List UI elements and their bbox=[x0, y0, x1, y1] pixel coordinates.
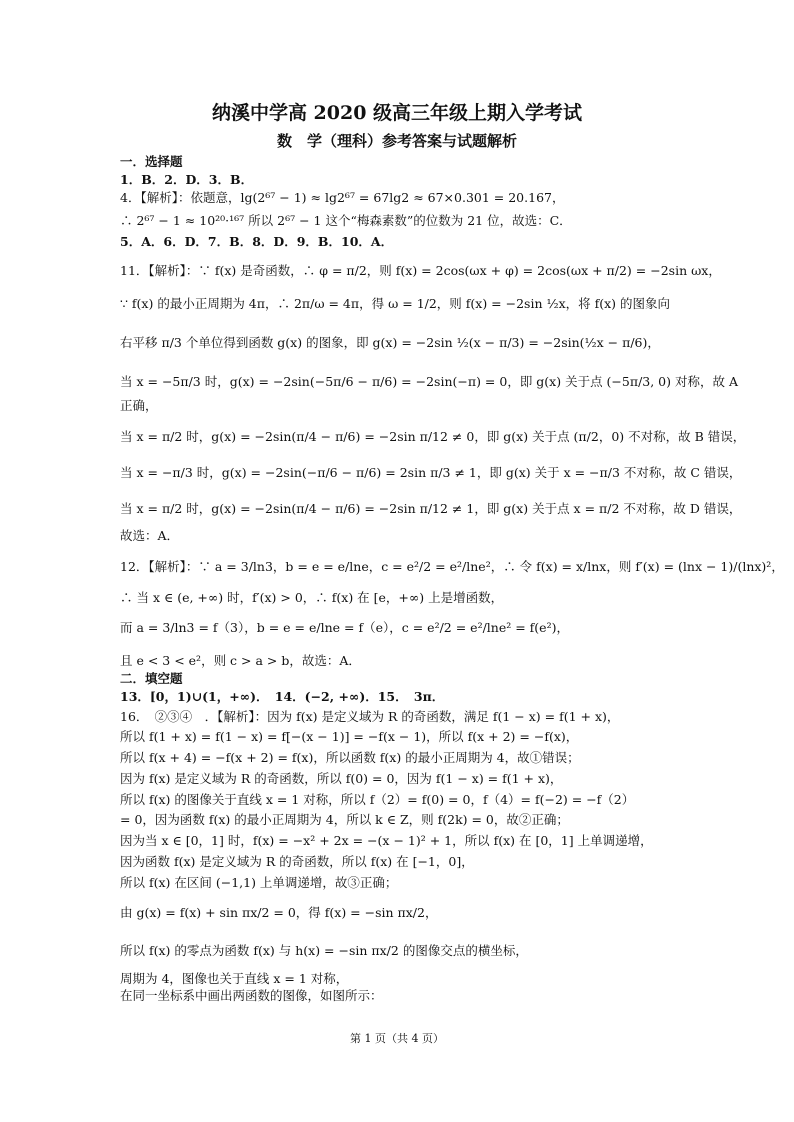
solution-line: 所以 f(x + 4) = −f(x + 2) = f(x)，所以函数 f(x) 的最小正周期为 4，故①错误； bbox=[120, 750, 580, 765]
solution-line: ∵ f(x) 的最小正周期为 4π，∴ 2π/ω = 4π，得 ω = 1/2，则 f(x) = −2sin ½x，将 f(x) 的图象向 bbox=[120, 296, 671, 311]
solution-line: 正确， bbox=[120, 398, 158, 413]
section-heading: 二．填空题 bbox=[120, 671, 183, 686]
answer-line: 1．B．2．D．3．B． bbox=[120, 172, 254, 187]
solution-line: ∴ 当 x ∈ (e, +∞) 时，f′(x) > 0，∴ f(x) 在 [e，+∞) 上是增函数， bbox=[120, 590, 504, 605]
solution-line: 当 x = −5π/3 时，g(x) = −2sin(−5π/6 − π/6) = −2sin(−π) = 0，即 g(x) 关于点 (−5π/3, 0) 对称，故 A bbox=[120, 374, 738, 389]
solution-line: 周期为 4，图像也关于直线 x = 1 对称， bbox=[120, 971, 349, 986]
solution-line: 4．【解析】：依题意，lg(2⁶⁷ − 1) ≈ lg2⁶⁷ = 67lg2 ≈ 67×0.301 = 20.167， bbox=[120, 190, 565, 205]
solution-line: 当 x = π/2 时，g(x) = −2sin(π/4 − π/6) = −2sin π/12 ≠ 1，即 g(x) 关于点 x = π/2 不对称，故 D 错误， bbox=[120, 501, 742, 516]
solution-line: 且 e < 3 < e²，则 c > a > b，故选：A． bbox=[120, 653, 361, 668]
solution-line: 在同一坐标系中画出两函数的图像，如图所示： bbox=[120, 988, 383, 1003]
solution-line: 12．【解析】：∵ a = 3/ln3，b = e = e/lne，c = e²/2 = e²/lne²，∴ 令 f(x) = x/lnx，则 f′(x) = (lnx − 1)/(lnx)²， bbox=[120, 559, 784, 574]
solution-line: 所以 f(1 + x) = f(1 − x) = f[−(x − 1)] = −f(x − 1)，所以 f(x + 2) = −f(x)， bbox=[120, 729, 579, 744]
solution-line: 因为当 x ∈ [0，1] 时，f(x) = −x² + 2x = −(x − 1)² + 1，所以 f(x) 在 [0，1] 上单调递增， bbox=[120, 833, 653, 848]
section-heading: 一．选择题 bbox=[120, 154, 183, 169]
solution-line: 所以 f(x) 的图像关于直线 x = 1 对称，所以 f（2）= f(0) = 0，f（4）= f(−2) = −f（2） bbox=[120, 792, 635, 807]
solution-line: 当 x = π/2 时，g(x) = −2sin(π/4 − π/6) = −2sin π/12 ≠ 0，即 g(x) 关于点 (π/2，0) 不对称，故 B 错误， bbox=[120, 429, 746, 444]
solution-line: 11．【解析】：∵ f(x) 是奇函数，∴ φ = π/2，则 f(x) = 2cos(ωx + φ) = 2cos(ωx + π/2) = −2sin ωx， bbox=[120, 263, 721, 278]
solution-line: 由 g(x) = f(x) + sin πx/2 = 0，得 f(x) = −sin πx/2， bbox=[120, 905, 438, 920]
solution-line: 16． ②③④ ．【解析】：因为 f(x) 是定义域为 R 的奇函数，满足 f(1 − x) = f(1 + x)， bbox=[120, 709, 620, 724]
solution-line: ∴ 2⁶⁷ − 1 ≈ 10²⁰·¹⁶⁷ 所以 2⁶⁷ − 1 这个“梅森素数”的位数为 21 位，故选：C． bbox=[120, 213, 572, 228]
solution-line: = 0，因为函数 f(x) 的最小正周期为 4，所以 k ∈ Z，则 f(2k) = 0，故②正确； bbox=[120, 812, 569, 827]
solution-line: 所以 f(x) 在区间 (−1,1) 上单调递增，故③正确； bbox=[120, 875, 398, 890]
document-subtitle: 数 学（理科）参考答案与试题解析 bbox=[276, 132, 517, 150]
solution-line: 当 x = −π/3 时，g(x) = −2sin(−π/6 − π/6) = 2sin π/3 ≠ 1，即 g(x) 关于 x = −π/3 不对称，故 C 错误， bbox=[120, 465, 742, 480]
answer-line: 13．[0，1)∪(1，+∞)． 14．(−2, +∞)．15． 3π． bbox=[120, 689, 445, 704]
solution-line: 因为 f(x) 是定义域为 R 的奇函数，所以 f(0) = 0，因为 f(1 − x) = f(1 + x)， bbox=[120, 771, 563, 786]
solution-line: 而 a = 3/ln3 = f（3），b = e = e/lne = f（e），c = e²/2 = e²/lne² = f(e²)， bbox=[120, 620, 569, 635]
document-title: 纳溪中学高 2020 级高三年级上期入学考试 bbox=[211, 102, 583, 124]
answer-line: 5．A．6．D．7．B．8．D．9．B．10．A． bbox=[120, 234, 394, 249]
solution-line: 所以 f(x) 的零点为函数 f(x) 与 h(x) = −sin πx/2 的图像交点的横坐标， bbox=[120, 943, 528, 958]
solution-line: 因为函数 f(x) 是定义域为 R 的奇函数，所以 f(x) 在 [−1，0]， bbox=[120, 854, 474, 869]
solution-line: 右平移 π/3 个单位得到函数 g(x) 的图象，即 g(x) = −2sin ½(x − π/3) = −2sin(½x − π/6)， bbox=[120, 335, 660, 350]
page-footer: 第 1 页（共 4 页） bbox=[350, 1032, 444, 1045]
solution-line: 故选：A． bbox=[120, 528, 180, 543]
